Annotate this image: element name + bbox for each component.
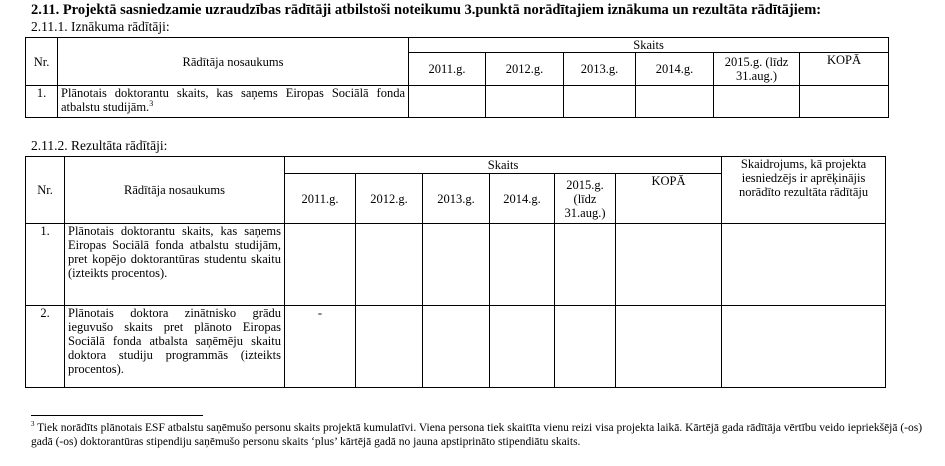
header-year: 2012.g. [356,174,423,224]
header-name: Rādītāja nosaukums [58,38,409,86]
section-heading: 2.11. Projektā sasniedzamie uzraudzības rādītāji atbilstoši noteikumu 3.punktā norādītajiem iznākuma un rezultāta rādītājiem: [31,2,822,18]
footnote [31,421,926,449]
header-total: KOPĀ [616,174,722,224]
value-cell[interactable] [564,86,636,118]
header-nr: Nr. [26,38,58,86]
value-cell[interactable] [423,306,490,388]
header-year: 2013.g. [423,174,490,224]
header-total: KOPĀ [800,53,889,86]
footnote-divider [31,415,203,416]
value-cell[interactable] [490,306,555,388]
result-indicators-subtitle: 2.11.2. Rezultāta rādītāji: [31,138,168,153]
value-cell[interactable] [356,224,423,306]
row-name: Plānotais doktora zinātnisko grādu ieguvušo skaits pret plānoto Eiropas Sociālā fonda atbalsta saņēmēju skaitu doktora studiju programmās (izteikts procentos). [65,306,285,388]
value-cell[interactable] [555,224,616,306]
value-cell[interactable] [409,86,486,118]
footnote-ref: 3 [149,98,154,108]
value-cell[interactable] [285,224,356,306]
value-cell[interactable] [616,224,722,306]
value-cell[interactable] [636,86,714,118]
header-explanation: Skaidrojums, kā projekta iesniedzējs ir aprēķinājis norādīto rezultāta rādītāju [722,157,886,224]
value-cell[interactable] [722,224,886,306]
output-indicators-table [25,37,889,118]
row-name: Plānotais doktorantu skaits, kas saņems Eiropas Sociālā fonda atbalstu studijām.$^3$ [58,86,409,118]
header-year: 2011.g. [409,53,486,86]
value-cell[interactable] [490,224,555,306]
result-indicators-table [25,156,886,388]
value-cell[interactable] [423,224,490,306]
header-year: 2015.g. (līdz 31.aug.) [555,174,616,224]
value-cell[interactable]: - [285,306,356,388]
value-cell[interactable] [616,306,722,388]
row-nr: 1. [26,224,65,306]
header-year: 2012.g. [486,53,564,86]
footnote-number: 3 [31,420,35,429]
header-year: 2015.g. (līdz 31.aug.) [714,53,800,86]
value-cell[interactable] [356,306,423,388]
value-cell[interactable] [486,86,564,118]
value-cell[interactable] [555,306,616,388]
header-count: Skaits [285,157,722,174]
value-cell[interactable] [722,306,886,388]
header-year: 2014.g. [490,174,555,224]
header-nr: Nr. [26,157,65,224]
row-nr: 1. [26,86,58,118]
output-indicators-subtitle: 2.11.1. Iznākuma rādītāji: [31,19,170,34]
value-cell[interactable] [714,86,800,118]
header-year: 2013.g. [564,53,636,86]
footnote-text: Tiek norādīts plānotais ESF atbalstu saņēmušo personu skaits projektā kumulatīvi. Viena persona tiek skaitīta vienu reizi visa projekta laikā. Kārtējā gada rādītāja vērtību veido iepriekšējā (-os) gadā (-os) doktorantūras stipendiju saņēmušo personu skaits ‘plus’ kārtējā gadā no jauna apstiprināto stipendiātu skaits. [31,422,923,448]
header-count: Skaits [409,38,889,53]
header-year: 2014.g. [636,53,714,86]
row-nr: 2. [26,306,65,388]
header-name: Rādītāja nosaukums [65,157,285,224]
header-year: 2011.g. [285,174,356,224]
row-name: Plānotais doktorantu skaits, kas saņems Eiropas Sociālā fonda atbalstu studijām, pret kopējo doktorantūras studentu skaitu (izteikts procentos). [65,224,285,306]
value-cell[interactable] [800,86,889,118]
